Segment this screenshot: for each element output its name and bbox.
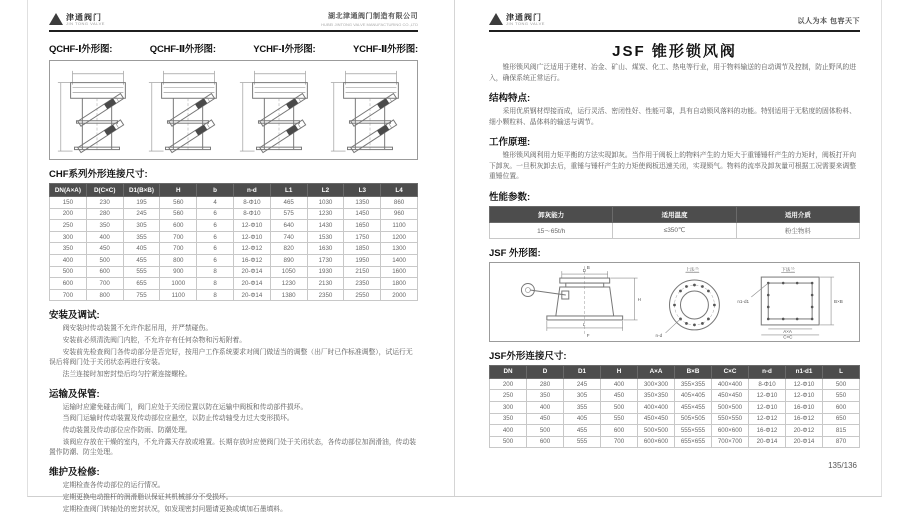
- svg-text:下法兰: 下法兰: [781, 266, 795, 272]
- column-header: n-d: [233, 184, 270, 197]
- section-lines: [49, 481, 418, 515]
- section-title-structure: 结构特点:: [489, 93, 531, 105]
- table-cell: 6: [197, 220, 234, 232]
- table-cell: 20-Φ12: [786, 425, 823, 437]
- table-cell: 355: [564, 401, 601, 413]
- table-cell: 20-Φ14: [233, 278, 270, 290]
- column-header: H: [160, 184, 197, 197]
- company-name-block: [321, 13, 418, 27]
- drawing-title-1: QCHF-Ⅰ外形图:: [49, 44, 113, 55]
- table-cell: 450×450: [638, 413, 675, 425]
- table-cell: 355×355: [675, 378, 712, 390]
- section-install: [49, 307, 418, 379]
- table-cell: 740: [270, 231, 307, 243]
- table-cell: 555×555: [675, 425, 712, 437]
- table-cell: 150: [50, 197, 87, 209]
- table-cell: 2350: [344, 278, 381, 290]
- drawing-titles-row: [49, 41, 418, 55]
- table-cell: 245: [123, 208, 160, 220]
- table-cell: 2350: [307, 289, 344, 301]
- table-cell: 12-Φ10: [233, 220, 270, 232]
- table-cell: 12-Φ10: [233, 231, 270, 243]
- table-cell: 1230: [270, 278, 307, 290]
- table-cell: 505×505: [675, 413, 712, 425]
- section-transport: [49, 386, 418, 458]
- table-cell: 200: [490, 378, 527, 390]
- table-cell: 600: [527, 436, 564, 448]
- table-row: [50, 266, 418, 278]
- table-cell: 560: [160, 197, 197, 209]
- table-cell: 820: [270, 243, 307, 255]
- jsf-table-title: JSF外形连接尺寸:: [489, 350, 567, 362]
- table-cell: 405: [123, 243, 160, 255]
- table-cell: 300×300: [638, 378, 675, 390]
- brand-name-sub: JIN TONG VALVE: [66, 21, 105, 26]
- table-cell: 400: [527, 401, 564, 413]
- product-title: JSF 锥形锁风阀: [612, 43, 737, 60]
- column-header: C×C: [712, 365, 749, 378]
- brand-text: [66, 14, 105, 26]
- svg-text:n-d: n-d: [655, 332, 663, 338]
- table-cell: 1850: [344, 243, 381, 255]
- table-cell: 16-Φ12: [786, 413, 823, 425]
- section-title: 运输及保管:: [49, 388, 100, 400]
- table-cell: 655: [123, 278, 160, 290]
- table-cell: 12-Φ10: [749, 390, 786, 402]
- brand-name: 津通阀门: [506, 13, 542, 22]
- column-header: H: [601, 365, 638, 378]
- drawing-title-3: YCHF-Ⅰ外形图:: [253, 44, 316, 55]
- chf-table-title: CHF系列外形连接尺寸:: [49, 169, 148, 180]
- table-cell: 8: [197, 289, 234, 301]
- table-cell: 12-Φ12: [233, 243, 270, 255]
- svg-text:H: H: [637, 296, 641, 302]
- table-cell: 900: [160, 266, 197, 278]
- table-cell: 1530: [307, 231, 344, 243]
- table-cell: 305: [564, 390, 601, 402]
- table-cell: 20-Φ14: [233, 289, 270, 301]
- table-cell: 575: [270, 208, 307, 220]
- table-cell: 20-Φ14: [786, 436, 823, 448]
- table-row: [50, 278, 418, 290]
- table-cell: 600×600: [712, 425, 749, 437]
- table-cell: 640: [270, 220, 307, 232]
- text-line: 阀安装时传动装置不允许作起吊用，并严禁碰伤。: [62, 325, 213, 333]
- table-cell: ≤350℃: [613, 222, 736, 238]
- chf-dimension-table: [49, 183, 418, 301]
- table-cell: 8-Φ10: [233, 208, 270, 220]
- table-cell: 6: [197, 231, 234, 243]
- table-cell: 1630: [307, 243, 344, 255]
- table-cell: 280: [527, 378, 564, 390]
- svg-text:B: B: [586, 264, 590, 270]
- table-cell: 300: [490, 401, 527, 413]
- table-cell: 1100: [381, 220, 418, 232]
- column-header: 卸灰能力: [490, 206, 613, 222]
- triangle-logo-icon: [489, 13, 503, 25]
- column-header: n1-d1: [786, 365, 823, 378]
- table-cell: 550×550: [712, 413, 749, 425]
- section-title: 维护及检修:: [49, 467, 100, 479]
- column-header: L4: [381, 184, 418, 197]
- text-line: 安装前必须清洗阀门内腔，不允许存有任何杂物和污垢附着。: [62, 337, 247, 345]
- svg-text:L: L: [582, 321, 586, 327]
- table-cell: 400: [490, 425, 527, 437]
- table-row: [490, 413, 860, 425]
- table-cell: 12-Φ10: [749, 401, 786, 413]
- page-left: [28, 0, 455, 513]
- table-cell: 1730: [307, 254, 344, 266]
- svg-text:B×B: B×B: [834, 298, 843, 304]
- column-header: L3: [344, 184, 381, 197]
- table-cell: 1030: [307, 197, 344, 209]
- brand-logo: [489, 13, 545, 27]
- table-cell: 280: [86, 208, 123, 220]
- table-cell: 1000: [160, 278, 197, 290]
- table-cell: 500: [490, 436, 527, 448]
- table-cell: 8-Φ10: [749, 378, 786, 390]
- section-lines: [49, 324, 418, 379]
- table-cell: 20-Φ14: [233, 266, 270, 278]
- column-header: b: [197, 184, 234, 197]
- header-rule: [489, 30, 860, 32]
- column-header: n-d: [749, 365, 786, 378]
- table-cell: 1380: [270, 289, 307, 301]
- table-cell: 700: [160, 243, 197, 255]
- column-header: D1: [564, 365, 601, 378]
- chf-outline-drawing-1: [53, 64, 141, 156]
- chf-outline-drawing-2: [144, 64, 232, 156]
- performance-table: [489, 206, 860, 239]
- jsf-outline-title: JSF 外形图:: [489, 247, 541, 259]
- table-row: [490, 390, 860, 402]
- table-cell: 15～65t/h: [490, 222, 613, 238]
- svg-text:C×C: C×C: [783, 334, 793, 340]
- column-header: D1(B×B): [123, 184, 160, 197]
- table-row: [50, 254, 418, 266]
- section-text-principle: 锥形锁风阀利用力矩平衡的方法实现卸灰。当作用于阀板上的物料产生的力矩大于重锤锤杆产生的力矩时，阀板打开向下卸灰。一旦积灰卸去后，重锤与锤杆产生的力矩使阀板迅速关闭，实现锁气。物料的流率及卸灰量可根据工况需要来调整重锤位置。: [489, 152, 857, 181]
- table-cell: 450: [527, 413, 564, 425]
- table-row: [490, 401, 860, 413]
- two-page-spread: [27, 0, 882, 513]
- chf-drawings-box: [49, 60, 418, 160]
- table-cell: 405×405: [675, 390, 712, 402]
- table-cell: 550: [823, 390, 860, 402]
- table-cell: 1200: [381, 231, 418, 243]
- table-cell: 250: [490, 390, 527, 402]
- table-cell: 500: [86, 254, 123, 266]
- column-header: L: [823, 365, 860, 378]
- table-row: [490, 378, 860, 390]
- svg-text:n1-d1: n1-d1: [737, 298, 750, 304]
- column-header: D: [527, 365, 564, 378]
- table-cell: 1950: [344, 254, 381, 266]
- table-cell: 12-Φ10: [786, 390, 823, 402]
- table-cell: 500: [823, 378, 860, 390]
- column-header: DN(A×A): [50, 184, 87, 197]
- text-line: 安装前先检查阀门各传动部分是否完好，按用户工作系统要求对阀门做适当的调整（出厂时已作标准调整），试运行无误后将阀门处于关闭状态再进行安装。: [49, 348, 413, 366]
- table-cell: 2550: [344, 289, 381, 301]
- svg-text:F: F: [586, 332, 590, 338]
- table-cell: 400×400: [712, 378, 749, 390]
- table-cell: 600: [601, 425, 638, 437]
- table-cell: 1430: [307, 220, 344, 232]
- table-cell: 195: [123, 197, 160, 209]
- table-cell: 700: [86, 278, 123, 290]
- section-maintenance: [49, 464, 418, 515]
- table-cell: 755: [123, 289, 160, 301]
- table-cell: 700: [601, 436, 638, 448]
- company-motto: 以人为本 包容天下: [797, 18, 860, 26]
- table-cell: 1050: [270, 266, 307, 278]
- table-cell: 1100: [160, 289, 197, 301]
- svg-text:D: D: [582, 267, 587, 273]
- table-cell: 800: [160, 254, 197, 266]
- table-cell: 1350: [344, 197, 381, 209]
- table-cell: 455×455: [675, 401, 712, 413]
- brand-name: 津通阀门: [66, 13, 102, 22]
- text-line: 定期检查阀门转轴处的密封状况，如发现密封问题请更换或填加石墨填料。: [62, 505, 287, 513]
- table-cell: 粉尘物料: [736, 222, 859, 238]
- brand-text: [506, 14, 545, 26]
- table-cell: 305: [123, 220, 160, 232]
- text-line: 定期检查各传动部位的运行情况。: [62, 482, 165, 490]
- table-cell: 20-Φ14: [749, 436, 786, 448]
- table-cell: 890: [270, 254, 307, 266]
- table-cell: 1800: [381, 278, 418, 290]
- table-cell: 16-Φ10: [786, 401, 823, 413]
- table-cell: 8: [197, 266, 234, 278]
- chf-outline-drawing-3: [235, 64, 323, 156]
- table-cell: 300: [50, 231, 87, 243]
- table-cell: 650: [823, 413, 860, 425]
- table-cell: 450×450: [712, 390, 749, 402]
- table-cell: 16-Φ12: [749, 425, 786, 437]
- section-lines: [49, 403, 418, 458]
- column-header: DN: [490, 365, 527, 378]
- table-cell: 870: [823, 436, 860, 448]
- table-cell: 350: [490, 413, 527, 425]
- table-cell: 8: [197, 278, 234, 290]
- motto-block: [798, 18, 860, 27]
- company-name-sub: HUBEI JINTONG VALVE MANUFACTURING CO.,LTD: [321, 22, 418, 27]
- table-cell: 2150: [344, 266, 381, 278]
- table-cell: 1600: [381, 266, 418, 278]
- brand-name-sub: JIN TONG VALVE: [506, 21, 545, 26]
- table-row: [490, 436, 860, 448]
- table-cell: 1750: [344, 231, 381, 243]
- drawing-title-4: YCHF-Ⅱ外形图:: [353, 44, 418, 55]
- table-row: [490, 425, 860, 437]
- column-header: B×B: [675, 365, 712, 378]
- table-cell: 355: [123, 231, 160, 243]
- table-cell: 12-Φ10: [786, 378, 823, 390]
- table-cell: 700: [50, 289, 87, 301]
- triangle-logo-icon: [49, 13, 63, 25]
- table-cell: 600: [160, 220, 197, 232]
- company-name: 湖北津通阀门制造有限公司: [328, 13, 418, 21]
- section-title-principle: 工作原理:: [489, 137, 531, 149]
- page-left-header: [49, 0, 418, 27]
- column-header: D(C×C): [86, 184, 123, 197]
- column-header: L2: [307, 184, 344, 197]
- table-cell: 16-Φ12: [233, 254, 270, 266]
- section-title: 安装及调试:: [49, 310, 100, 322]
- table-cell: 12-Φ12: [749, 413, 786, 425]
- table-cell: 455: [564, 425, 601, 437]
- table-cell: 350: [50, 243, 87, 255]
- section-text-structure: 采用优质钢材焊接而成，运行灵活、密闭性好、性能可靠，具有自动锁风落料的功能。特别适用于无粘度的固体粉料、细小颗粒料、晶体料的输送与调节。: [489, 108, 857, 126]
- table-cell: 455: [123, 254, 160, 266]
- table-cell: 500: [527, 425, 564, 437]
- table-cell: 600: [86, 266, 123, 278]
- table-cell: 655×655: [675, 436, 712, 448]
- page-right-header: [489, 0, 860, 27]
- table-cell: 700: [160, 231, 197, 243]
- table-cell: 465: [270, 197, 307, 209]
- text-line: 定期更换电动推杆的润滑脂以保证其机械部分不受损坏。: [62, 493, 233, 501]
- table-cell: 860: [381, 197, 418, 209]
- column-header: 适用介质: [736, 206, 859, 222]
- table-cell: 230: [86, 197, 123, 209]
- brand-logo: [49, 13, 105, 27]
- table-row: [50, 220, 418, 232]
- table-cell: 350: [527, 390, 564, 402]
- table-cell: 815: [823, 425, 860, 437]
- text-line: 法兰连接时加密封垫后均匀拧紧连接螺栓。: [62, 370, 192, 378]
- drawing-title-2: QCHF-Ⅱ外形图:: [149, 44, 216, 55]
- svg-text:上法兰: 上法兰: [685, 266, 700, 272]
- table-cell: 1400: [381, 254, 418, 266]
- table-cell: 400×400: [638, 401, 675, 413]
- table-cell: 400: [50, 254, 87, 266]
- table-cell: 245: [564, 378, 601, 390]
- page-right: [455, 0, 881, 496]
- table-cell: 350: [86, 220, 123, 232]
- table-cell: 500: [601, 401, 638, 413]
- table-cell: 6: [197, 243, 234, 255]
- table-cell: 6: [197, 208, 234, 220]
- table-row: [50, 208, 418, 220]
- jsf-outline-box: [489, 262, 860, 342]
- table-cell: 800: [86, 289, 123, 301]
- chf-outline-drawing-4: [326, 64, 414, 156]
- table-row: [50, 231, 418, 243]
- table-cell: 200: [50, 208, 87, 220]
- column-header: A×A: [638, 365, 675, 378]
- table-cell: 500: [50, 266, 87, 278]
- column-header: 适用温度: [613, 206, 736, 222]
- table-cell: 550: [601, 413, 638, 425]
- header-rule: [49, 30, 418, 32]
- product-intro: 锥形锁风阀广泛适用于建材、冶金、矿山、煤炭、化工、热电等行业，用于物料输送的自动调节及控制，防止野风的进入，确保系统正常运行。: [489, 64, 857, 82]
- svg-text:A×A: A×A: [783, 328, 792, 334]
- table-row: [50, 197, 418, 209]
- table-cell: 600×600: [638, 436, 675, 448]
- performance-title: 性能参数:: [489, 191, 531, 203]
- table-cell: 400: [86, 231, 123, 243]
- table-cell: 1300: [381, 243, 418, 255]
- table-cell: 1450: [344, 208, 381, 220]
- table-cell: 450: [601, 390, 638, 402]
- table-row: [50, 243, 418, 255]
- table-cell: 600: [823, 401, 860, 413]
- table-cell: 555: [564, 436, 601, 448]
- page-number: 135/136: [828, 461, 857, 470]
- table-cell: 600: [50, 278, 87, 290]
- table-cell: 2000: [381, 289, 418, 301]
- table-cell: 2130: [307, 278, 344, 290]
- column-header: L1: [270, 184, 307, 197]
- table-cell: 500×500: [712, 401, 749, 413]
- table-cell: 8-Φ10: [233, 197, 270, 209]
- text-line: 该阀应存放在干燥的室内，不允许露天存放或堆置。长期存放时应使阀门处于关闭状态，各传动部位加润滑油，传动装置作防潮、防尘处理。: [49, 438, 417, 457]
- table-cell: 400: [601, 378, 638, 390]
- jsf-outline-drawing: [490, 263, 859, 339]
- table-cell: 450: [86, 243, 123, 255]
- table-cell: 1930: [307, 266, 344, 278]
- table-cell: 350×350: [638, 390, 675, 402]
- table-cell: 250: [50, 220, 87, 232]
- table-cell: 960: [381, 208, 418, 220]
- text-line: 当阀门运输时传动装置及传动部位应悬空，以防止传动轴受力过大变形损坏。: [62, 415, 294, 423]
- table-cell: 405: [564, 413, 601, 425]
- jsf-dimension-table: [489, 365, 860, 449]
- table-cell: 1230: [307, 208, 344, 220]
- table-cell: 6: [197, 254, 234, 266]
- table-cell: 500×500: [638, 425, 675, 437]
- table-cell: 555: [123, 266, 160, 278]
- table-row: [50, 289, 418, 301]
- table-row: [490, 222, 860, 238]
- table-cell: 4: [197, 197, 234, 209]
- text-line: 运输时应避免碰击阀门，阀门应处于关闭位置以防在运输中阀板和传动部件损坏。: [62, 403, 308, 411]
- table-cell: 700×700: [712, 436, 749, 448]
- table-cell: 1650: [344, 220, 381, 232]
- table-cell: 560: [160, 208, 197, 220]
- text-line: 传动装置及传动部位应作防雨、防潮处理。: [62, 427, 192, 435]
